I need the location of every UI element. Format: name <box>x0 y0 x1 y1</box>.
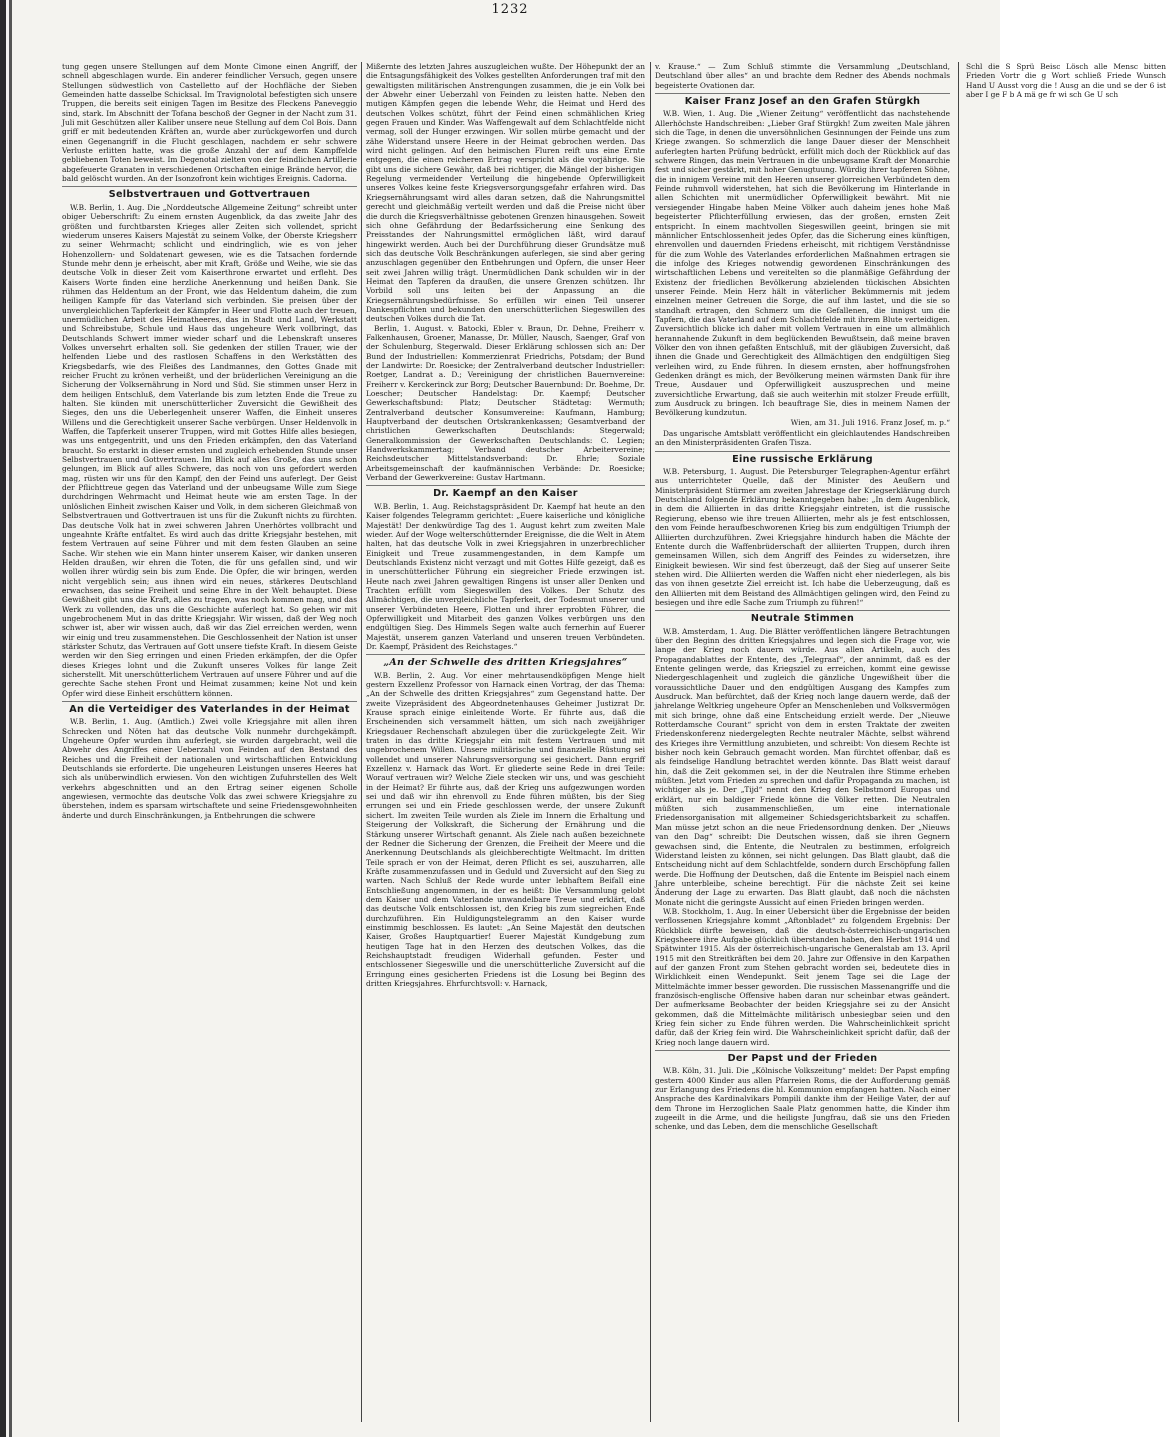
article-body: W.B. Berlin, 1. Aug. Die „Norddeutsche Allgemeine Zeitung“ schreibt unter obiger Ueberschrift: Zu einem ernsten Augenblick, da das zweite Jahr des größten und furchtbarsten Krieges aller Zeiten sich vollendet, spricht wiederum unseres Kaisers Majestät zu seinem Volke, der Oberste Kriegsherr zu seiner Wehrmacht; schlicht und eindringlich, wie es von jeher Hohenzollern- und Soldatenart gewesen, wie es die Tatsachen fordernde Stunde mehr denn je erheischt, aber mit Kraft, Größe und Weihe, wie sie das deutsche Volk in dieser Zeit vom Kaiserthrone erwartet und erfleht. Des Kaisers Worte finden eine herzliche Anerkennung und heißen Dank. Sie rühmen das Heldentum an der Front, wie das Heldentum daheim, die zum heiligen Kampfe für das Vaterland sich verbinden. Sie preisen über der unvergleichlichen Tapferkeit der Kämpfer in Heer und Flotte auch der treuen, unermüdlichen Arbeit des Heimatheeres, das in Stadt und Land, Werkstatt und Schreibstube, Schule und Haus das ungeheure Werk vollbringt, das Deutschlands Schwert immer wieder scharf und die Lebenskraft unseres Volkes unversehrt erhalten soll. Sie gedenken der stillen Trauer, wie der helfenden Liebe und des rastlosen Schaffens in den Werkstätten des Kriegsbedarfs, wie des Fleißes des Landmannes, den Gottes Gnade mit reicher Frucht zu krönen verheißt, und der brüderlichen Vereinigung an die Sicherung der Volksernährung in Nord und Süd. Sie stimmen unser Herz in dem heiligen Entschluß, dem Vaterlande bis zum letzten Ende die Treue zu halten. Sie künden mit unerschütterlicher Zuversicht die Gewißheit des Sieges, den uns die Ueberlegenheit unserer Waffen, die Einheit unseres Willens und die Gerechtigkeit unserer Sache verbürgen. Unser Heldenvolk in Waffen, die Tapferkeit unserer Truppen, wird mit Gottes Hilfe alles besiegen, was uns entgegentritt, und uns den Frieden erkämpfen, den das Vaterland braucht. So erstarkt in dieser ernsten und zugleich erhebenden Stunde unser Selbstvertrauen und Gottvertrauen. Im Blick auf alles Große, das uns schon gelungen, im Blick auf alles Schwere, das noch von uns gefordert werden mag, rüsten wir uns für den Kampf, den der Feind uns auferlegt. Der Geist der Pflichttreue gegen das Vaterland und der unbeugsame Wille zum Siege durchdringen Wehrmacht und Heimat heute wie am ersten Tage. In der unlöslichen Einheit zwischen Kaiser und Volk, in dem sicheren Gleichmaß von Selbstvertrauen und Gottvertrauen ist uns für die Zukunft nichts zu fürchten. Das deutsche Volk hat in zwei schweren Jahren Unerhörtes vollbracht und ungeahnte Kräfte entfaltet. Es wird auch das dritte Kriegsjahr bestehen, mit festem Vertrauen auf seine Führer und mit dem festen Glauben an seine Sache. Wir stehen wie ein Mann hinter unserem Kaiser, wir danken unseren Helden draußen, wir ehren die Toten, die für uns gefallen sind, und wir wollen ihrer würdig sein bis zum Ende. Die Opfer, die wir bringen, werden nicht vergeblich sein; aus ihnen wird ein neues, stärkeres Deutschland erwachsen, das seine Freiheit und seine Ehre in der Welt behauptet. Diese Gewißheit gibt uns die Kraft, alles zu tragen, was noch kommen mag, und das Werk zu vollenden, das uns die Geschichte auferlegt hat. So gehen wir mit ungebrochenem Mut in das dritte Kriegsjahr. Wir wissen, daß der Weg noch schwer ist, aber wir wissen auch, daß wir das Ziel erreichen werden, wenn wir einig und treu zusammenstehen. Die Geschlossenheit der Nation ist unser stärkster Schutz, das Vertrauen auf Gott unsere tiefste Kraft. In diesem Geiste werden wir den Sieg erringen und einen Frieden erkämpfen, der die Opfer dieses Krieges lohnt und die Zukunft unseres Volkes für lange Zeit sicherstellt. Mit unerschütterlichem Vertrauen auf unsere Führer und auf die gerechte Sache stehen Front und Heimat zusammen; keine Not und kein Opfer wird diese Einheit erschüttern können. <box>62 202 357 698</box>
signers-list: Berlin, 1. August. v. Batocki, Ebler v. Braun, Dr. Dehne, Freiherr v. Falkenhausen, Groener, Manasse, Dr. Müller, Nausch, Saenger, Graf von der Schulenburg, Stegerwald. Dieser Erklärung schlossen sich an: Der Bund der Industriellen: Kommerzienrat Friedrichs, Potsdam; der Bund der Landwirte: Dr. Roesicke; der Zentralverband deutscher Industrieller: Roetger, Landrat a. D.; Vereinigung der christlichen Bauernvereine: Freiherr v. Kerckerinck zur Borg; Deutscher Bauernbund: Dr. Boehme, Dr. Loescher; Deutscher Handelstag: Dr. Kaempf; Deutscher Gewerkschaftsbund: Platz; Deutscher Städtetag: Wermuth; Zentralverband deutscher Konsumvereine: Kaufmann, Hamburg; Hauptverband der deutschen Ortskrankenkassen; Gesamtverband der christlichen Gewerkschaften Deutschlands: Stegerwald; Generalkommission der Gewerkschaften Deutschlands: C. Legien; Handwerkskammertag; Verband deutscher Arbeitervereine; Reichsdeutscher Mittelstandsverband: Dr. Ehrle; Soziale Arbeitsgemeinschaft der kaufmännischen Verbände: Dr. Roesicke; Verband der Gewerkvereine: Gustav Hartmann. <box>366 323 645 483</box>
column-rule <box>361 62 362 1422</box>
divider <box>366 654 645 655</box>
divider <box>655 93 950 94</box>
article-body: W.B. Köln, 31. Juli. Die „Kölnische Volkszeitung“ meldet: Der Papst empfing gestern 4000 Kinder aus allen Pfarreien Roms, die der Aufforderung gemäß zur Erlangung des Friedens die hl. Kommunion empfangen hatten. Nach einer Ansprache des Kardinalvikars Pompili dankte ihm der Heilige Vater, der auf dem Throne im Herzoglichen Saale Platz genommen hatte, die Kinder ihm zugeeilt in die Arme, und die heiligste Jungfrau, daß sie uns den Frieden schenke, und das Leben, dem die menschliche Gesellschaft <box>655 1066 950 1132</box>
column-rule <box>650 62 651 1422</box>
divider <box>366 485 645 486</box>
headline-papst: Der Papst und der Frieden <box>727 1053 878 1065</box>
column-3 <box>655 62 950 1424</box>
headline-neutrale-stimmen: Neutrale Stimmen <box>750 613 855 625</box>
article-body: W.B. Berlin, 2. Aug. Vor einer mehrtausendköpfigen Menge hielt gestern Exzellenz Professor von Harnack einen Vortrag, der das Thema: „An der Schwelle des dritten Kriegsjahres“ zum Gegenstand hatte. Der zweite Vizepräsident des Abgeordnetenhauses Geheimer Justizrat Dr. Krause sprach einige einleitende Worte. Er führte aus, daß die Erscheinenden sich versammelt hätten, um sich nach zweijähriger Kriegsdauer Rechenschaft abzulegen über die zurückgelegte Zeit. Wir traten in das dritte Kriegsjahr ein mit festem Vertrauen und mit ungebrochenem Willen. Unsere militärische und finanzielle Rüstung sei vollendet und unserer Nahrungsversorgung sei gesichert. Dann ergriff Exzellenz v. Harnack das Wort. Er gliederte seine Rede in drei Teile: Worauf vertrauen wir? Welche Ziele stecken wir uns, und was geschieht in der Heimat? Er führte aus, daß der Krieg uns aufgezwungen worden sei und daß wir ihn ehrenvoll zu Ende führen müßten, bis der Sieg errungen sei und ein Friede geschlossen werde, der unsere Zukunft sichert. Im zweiten Teile wurden als Ziele im Innern die Erhaltung und Steigerung der Volkskraft, die Sicherung der Ernährung und die Stärkung unserer Wirtschaft genannt. Als Ziele nach außen bezeichnete der Redner die Sicherung der Grenzen, die Freiheit der Meere und die Anerkennung Deutschlands als gleichberechtigte Weltmacht. Im dritten Teile sprach er von der Heimat, deren Pflicht es sei, auszuharren, alle Kräfte zusammenzufassen und in Geduld und Zuversicht auf den Sieg zu warten. Nach Schluß der Rede wurde unter lebhaftem Beifall eine Entschließung angenommen, in der es heißt: Die Versammlung gelobt dem Kaiser und dem Vaterlande unwandelbare Treue und erklärt, daß das deutsche Volk entschlossen ist, den Krieg bis zum siegreichen Ende durchzuführen. Ein Huldigungstelegramm an den Kaiser wurde einstimmig beschlossen. Es lautet: „An Seine Majestät den deutschen Kaiser, Großes Hauptquartier! Euerer Majestät Kundgebung zum heutigen Tage hat in den Herzen des deutschen Volkes, das die Reichshauptstadt freudigen Widerhall gefunden. Fester und entschlossener Siegeswille und die unerschütterliche Zuversicht auf die Erringung eines gesicherten Friedens ist die Losung bei Beginn des dritten Kriegsjahres. Ehrfurchtsvoll: v. Harnack, <box>366 670 645 988</box>
headline-kaempf: Dr. Kaempf an den Kaiser <box>433 488 578 500</box>
headline-franz-josef: Kaiser Franz Josef an den Grafen Stürgkh <box>684 96 921 108</box>
column-4-cropped <box>966 62 1166 1424</box>
divider <box>62 701 357 702</box>
signature-line: Wien, am 31. Juli 1916. Franz Josef, m. p.“ <box>790 417 950 427</box>
column-2 <box>366 62 645 1424</box>
headline-russische-erklaerung: Eine russische Erklärung <box>732 453 873 465</box>
article-continuation: tung gegen unsere Stellungen auf dem Monte Cimone einen Angriff, der schnell abgeschlagen wurde. Ein anderer feindlicher Versuch, gegen unsere Stellungen südwestlich von Castelletto auf der Hochfläche der Sieben Gemeinden hatte dasselbe Schicksal. Im Travignolotal befestigten sich unsere Truppen, die bereits seit einigen Tagen im Besitze des Fleckens Paneveggio sind, stark. Im Abschnitt der Tofana beschoß der Gegner in der Nacht zum 31. Juli mit Geschützen aller Kaliber unsere neue Stellung auf dem Col Bois. Dann griff er mit bedeutenden Kräften an, wurde aber zurückgeworfen und durch einen Gegenangriff in die Flucht geschlagen, nachdem er sehr schwere Verluste erlitten hatte, was die große Anzahl der auf dem Kampffelde gebliebenen Toten beweist. Im Degenotal zielten von der feindlichen Artillerie abgefeuerte Granaten in verschiedenen Ortschaften einige Brände hervor, die bald gelöscht wurden. An der Isonzofront kein wichtiges Ereignis. Cadorna. <box>62 62 358 184</box>
cropped-text: Schl die S Sprü Beisc Lösch alle Mensc bitten Frieden Vortr die g Wort schließ Friede Wunsch Hand U Ausst vorg die ! Ausg an die und se der 6 ist aber I ge F b A mä ge fr wi sch Ge U sch <box>966 62 1166 100</box>
article-body: W.B. Stockholm, 1. Aug. In einer Uebersicht über die Ergebnisse der beiden verflossenen Kriegsjahre kommt „Aftonbladet“ zu folgendem Ergebnis: Der Rückblick dürfte beweisen, daß die deutsch-österreichisch-ungarischen Kriegsheere ihre Aufgabe glücklich überstanden haben, den Herbst 1914 und Spätwinter 1915. Als der österreichisch-ungarische Generalstab am 13. April 1915 mit den Streitkräften bei dem 20. Jahre zur Offensive in den Karpathen auf der ganzen Front zum Stehen gebracht worden sei, bedeutete dies in Wirklichkeit einen Wendepunkt. Seit jenem Tage sei die Lage der Mittelmächte immer besser geworden. Die russischen Massenangriffe und die französisch-englische Offensive haben daran nur scheinbar etwas geändert. Der aufmerksame Beobachter der beiden Kriegsjahre sei zu der Ansicht gekommen, daß die Mittelmächte militärisch unbesiegbar seien und den Krieg fein sicher zu Ende führen werden. Die Wahrscheinlichkeit spricht dafür, daß der Krieg fein wird. Die Wahrscheinlichkeit spricht dafür, daß der Krieg noch lange dauern wird. <box>655 906 950 1047</box>
article-body: W.B. Berlin, 1. Aug. (Amtlich.) Zwei volle Kriegsjahre mit allen ihren Schrecken und Nöten hat das deutsche Volk nunmehr durchgekämpft. Ungeheure Opfer wurden ihm auferlegt, sie wurden dargebracht, weil die Abwehr des Angriffes einer Ueberzahl von Feinden auf den Bestand des Reiches und die Freiheit der nationalen und wirtschaftlichen Entwicklung Deutschlands sie erforderte. Die ungeheuren Leistungen unseres Heeres hat sich als unüberwindlich erwiesen. Von den wichtigen Zufuhrstellen des Welt verkehrs abgeschnitten und an den Ertrag seiner eigenen Scholle angewiesen, vermochte das deutsche Volk das zwei schwere Kriegsjahre zu überstehen, indem es sparsam wirtschaftete und seine Friedensgewohnheiten änderte und durch Einschränkungen, ja Entbehrungen die schwere <box>62 717 357 820</box>
article-body: Das ungarische Amtsblatt veröffentlicht ein gleichlautendes Handschreiben an den Ministerpräsidenten Grafen Tisza. <box>655 429 950 448</box>
headline-verteidiger: An die Verteidiger des Vaterlandes in der Heimat <box>69 704 350 716</box>
article-body: W.B. Berlin, 1. Aug. Reichstagspräsident Dr. Kaempf hat heute an den Kaiser folgendes Telegramm gerichtet: „Euere kaiserliche und königliche Majestät! Der denkwürdige Tag des 1. August kehrt zum zweiten Male wieder. Auf der Woge welterschütternder Ereignisse, die die Welt in Atem halten, hat das deutsche Volk in zwei Kriegsjahren in unzerbrechlicher Einigkeit und Treue zusammengestanden, in dem Kampfe um Deutschlands Existenz nicht verzagt und mit Gottes Hilfe gezeigt, daß es in unerschütterlicher Führung ein siegreicher Friede erzwingen ist. Heute nach zwei Jahren gewaltigen Ringens ist unser aller Denken und Trachten erfüllt vom Siegeswillen des Volkes. Der Schutz des Allmächtigen, die unvergleichliche Tapferkeit, der Todesmut unserer und unserer Verbündeten Heere, Flotten und ihrer erprobten Führer, die Opferwilligkeit und Mitarbeit des ganzen Volkes verbürgen uns den endgültigen Sieg. Des Himmels Segen walte auch fernerhin auf Euerer Majestät, unserem ganzen Vaterland und unseren treuen Verbündeten. Dr. Kaempf, Präsident des Reichstages.“ <box>366 501 645 651</box>
page-number: 1232 <box>491 2 529 17</box>
headline-selbstvertrauen: Selbstvertrauen und Gottvertrauen <box>108 189 311 201</box>
article-body: W.B. Petersburg, 1. August. Die Petersburger Telegraphen-Agentur erfährt aus unterrichteter Quelle, daß der Minister des Aeußern und Ministerpräsident Stürmer am zweiten Jahrestage der Kriegserklärung durch Deutschland folgende Erklärung bekanntgegeben habe: „In dem Augenblick, in dem die Alliierten in das dritte Kriegsjahr eintreten, ist die russische Regierung, ebenso wie ihre treuen Alliierten, mehr als je fest entschlossen, den vom Feinde heraufbeschworenen Krieg bis zum endgültigen Triumph der Alliierten durchzuführen. Zwei Kriegsjahre hindurch haben die Mächte der Entente durch die Waffenbrüderschaft der alliierten Truppen, durch ihren gemeinsamen Willen, sich dem Angriff des Feindes zu widersetzen, ihre Einigkeit bewiesen. Wir sind fest überzeugt, daß der Sieg auf unserer Seite stehen wird. Die Alliierten werden die Waffen nicht eher niederlegen, als bis das von ihnen gesetzte Ziel erreicht ist. Ich habe die Ueberzeugung, daß es den Alliierten mit dem Beistand des Allmächtigen gelingen wird, den Feind zu besiegen und ihre edle Sache zum Triumph zu führen!“ <box>655 467 950 607</box>
page-binding-edge <box>0 0 6 1437</box>
divider <box>655 1050 950 1051</box>
article-continuation: v. Krause.“ — Zum Schluß stimmte die Versammlung „Deutschland, Deutschland über alles“ an und brachte dem Redner des Abends nochmals begeisterte Ovationen dar. <box>655 62 950 90</box>
article-body: W.B. Wien, 1. Aug. Die „Wiener Zeitung“ veröffentlicht das nachstehende Allerhöchste Handschreiben: „Lieber Graf Stürgkh! Zum zweiten Male jähren sich die Tage, in denen die unversöhnlichen Gesinnungen der Feinde uns zum Kriege zwangen. So schmerzlich die lange Dauer dieser der Menschheit auferlegten harten Prüfung bedrückt, erfüllt mich doch der Rückblick auf das schwere Ringen, das mein Vertrauen in die unbeugsame Kraft der Monarchie fest und sicher gestärkt, mit hoher Genugtuung. Würdig ihrer tapferen Söhne, die in innigem Vereine mit den Heeren unserer glorreichen Verbündeten dem Feinde ruhmvoll widerstehen, hat sich die Bevölkerung im Hinterlande in allen Schichten mit unermüdlicher Opferwilligkeit bewährt. Mit nie versiegender Hingabe haben Meine Völker auch daheim jenes hohe Maß begeisterter Pflichterfüllung erwiesen, das der großen, ernsten Zeit entspricht. In einem machtvollen Siegeswillen geeint, bringen sie mit männlicher Entschlossenheit jedes Opfer, das die Sicherung eines künftigen, ehrenvollen und dauernden Friedens erheischt, mit richtigem Verständnisse für die zum Wohle des Vaterlandes erforderlichen Maßnahmen ertragen sie die infolge des Krieges notwendig gewordenen Einschränkungen des wirtschaftlichen Lebens und vereitelten so die planmäßige Gefährdung der Existenz der friedlichen Bevölkerung abzielenden tückischen Absichten unserer Feinde. Mein Herz hält in väterlicher Bekümmernis mit jedem einzelnen meiner Getreuen die Sorge, die auf ihm lastet, und die sie so standhaft ertragen, den Schmerz um die Gefallenen, die innigst um die Tapfern, die das Vaterland auf dem Schlachtfelde mit ihrem Blute verteidigen. Zuversichtlich blicke ich daher mit vollem Vertrauen in eine um allmählich herannahende Zukunft in dem beglückenden Bewußtsein, daß meine braven Völker den von ihnen gefaßten Entschluß, mit der gläubigen Zuversicht, daß ihnen die Gnade und Gerechtigkeit des Allmächtigen den endgültigen Sieg verleihen wird, zu Ende führen. In diesem ernsten, aber hoffnungsfrohen Gedenken drängt es mich, der Bevölkerung meinen wärmsten Dank für ihre Treue, Ausdauer und Opferwilligkeit auszusprechen und meine zuversichtliche Erwartung, daß sie auch weiterhin mit stolzer Freude erfüllt, zum Ausdruck zu bringen. Ich beauftrage Sie, dies in meinem Namen der Bevölkerung kundzutun. <box>655 109 950 418</box>
divider <box>655 451 950 452</box>
column-1 <box>62 62 357 1424</box>
page-binding-edge-inner <box>9 0 12 1437</box>
divider <box>62 186 357 187</box>
article-continuation: Mißernte des letzten Jahres auszugleichen wußte. Der Höhepunkt der an die Entsagungsfähigkeit des Volkes gestellten Anforderungen traf mit den gewaltigsten militärischen Anstrengungen zusammen, die je ein Volk bei der Abwehr einer Ueberzahl von Feinden zu leisten hatte. Neben den mutigen Kämpfen gegen die lebende Wehr, die Heimat und Herd des deutschen Volkes schützt, führt der Feind einen schmählichen Krieg gegen Frauen und Kinder. Was Waffengewalt auf dem Schlachtfelde nicht vermag, soll der Hunger erzwingen. Wir sollen mürbe gemacht und der zähe Widerstand unsere Heere in der Heimat gebrochen werden. Das wird nicht gelingen. Auf den heimischen Fluren reift uns eine Ernte entgegen, die einen reicheren Ertrag verspricht als die vorjährige. Sie gibt uns die sichere Gewähr, daß bei richtiger, die Mängel der bisherigen Regelung vermeidender Verteilung die hingebende Opferwilligkeit unseres Volkes keine feste Kriegsversorgungsgefahr erfahren wird. Das Kriegsernährungsamt wird alles daran setzen, daß die Nahrungsmittel gerecht und gleichmäßig verteilt werden und daß die Preise nicht über die durch die Kriegsverhältnisse gebotenen Grenzen hinausgehen. Soweit sich ohne Gefährdung der Bedarfssicherung eine Senkung des Preisstandes der Nahrungsmittel ermöglichen läßt, wird darauf hingewirkt werden. Auch bei der Durchführung dieser Grundsätze muß sich das deutsche Volk Beschränkungen auferlegen, sie sind aber gering anzuschlagen gegenüber den Entbehrungen und Opfern, die unser Heer seit zwei Jahren willig trägt. Unermüdlichen Dank schulden wir in der Heimat den Tapferen da draußen, die unsere Grenzen schützen. Ihr Vorbild soll uns leiten bei der Anpassung an die Kriegsernährungsbedürfnisse. So erfüllen wir einen Teil unserer Dankespflichten und bekunden den unerschütterlichen Siegeswillen des deutschen Volkes durch die Tat. <box>366 62 645 324</box>
divider <box>655 610 950 611</box>
headline-schwelle: „An der Schwelle des dritten Kriegsjahres“ <box>383 657 628 669</box>
article-body: W.B. Amsterdam, 1. Aug. Die Blätter veröffentlichen längere Betrachtungen über den Beginn des dritten Kriegsjahres und legen sich die Frage vor, wie lange der Krieg noch dauern würde. Aus allen Artikeln, auch des Propagandablattes der Entente, des „Telegraaf“, der annimmt, daß es der Entente gelingen werde, das Kriegsziel zu erreichen, kommt eine gewisse Niedergeschlagenheit und zugleich die gänzliche Ungewißheit über die voraussichtliche Dauer und den endgültigen Ausgang des Kampfes zum Ausdruck. Man befürchtet, daß der Krieg noch lange dauern werde, daß der jahrelange Weltkrieg ungeheure Opfer an Menschenleben und Volksvermögen mit sich bringe, ohne daß eine Entscheidung erzielt werde. Der „Nieuwe Rotterdamsche Courant“ spricht von dem in ersten Traktate der zweiten Friedenskonferenz niedergelegten Rechte neutraler Mächte, selbst während des Krieges ihre Vermittlung anzubieten, und schreibt: Von diesem Rechte ist bisher noch kein Gebrauch gemacht worden. Man fürchtet offenbar, daß es als feindselige Handlung betrachtet werden könnte. Das Blatt weist darauf hin, daß die Zeit gekommen sei, in der die Neutralen ihre Stimme erheben müßten. Jetzt vom Frieden zu sprechen und dafür Propaganda zu machen, ist wichtiger als je. Der „Tijd“ nennt den Krieg den Selbstmord Europas und erklärt, nur ein baldiger Friede könne die Völker retten. Die Neutralen müßten sich zusammenschließen, um eine internationale Friedensorganisation mit allgemeiner Schiedsgerichtsbarkeit zu schaffen. Man müsse jetzt schon an die neue Friedensordnung denken. Der „Nieuws van den Dag“ schreibt: Die Deutschen wissen, daß sie ihren Gegnern gewachsen sind, die Entente, die Neutralen zu bestimmen, erfolgreich Widerstand leisten zu können, sei nicht gelungen. Das Blatt glaubt, daß die Entscheidung nicht auf dem Schlachtfelde, sondern durch Erschöpfung fallen werde. Die Hoffnung der Deutschen, daß die Entente im Beispiel nach einem Jahre unterbleibe, scheine berechtigt. Für die nächste Zeit sei keine Änderung der Lage zu erwarten. Das Blatt glaubt, daß noch die nächsten Monate nicht die geringste Aussicht auf einen Frieden bringen werden. <box>655 626 950 907</box>
column-rule <box>958 62 959 1422</box>
